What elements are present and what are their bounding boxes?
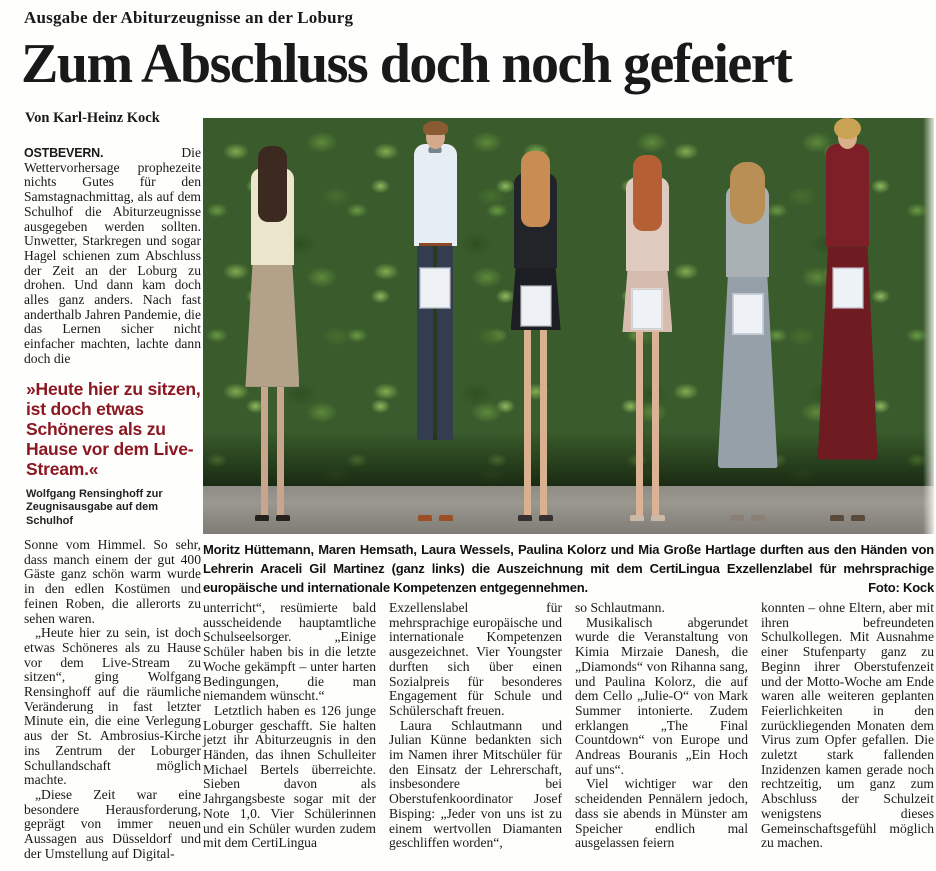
left-text-column <box>24 146 201 862</box>
photo-person-student-1 <box>400 126 470 521</box>
kicker: Ausgabe der Abiturzeugnisse an der Loburg <box>24 8 354 27</box>
paragraph: Exzellenslabel für mehrsprachige europäische und internationale Kompetenzen ausgezeichnet. Vier Youngster durften sich über einen Sozialpreis für besonderes Engagement für Schule und Schülerschaft freuen. <box>389 600 562 718</box>
headline: Zum Abschluss doch noch gefeiert <box>21 33 792 95</box>
paragraph: Viel wichtiger war den scheidenden Pennälern jedoch, dass sie abends in Münster am Speicher endlich mal ausgelassen feiern <box>575 776 748 851</box>
person-head <box>838 126 857 149</box>
person-head <box>426 126 445 149</box>
text-column-4 <box>761 601 934 851</box>
text-column-2 <box>389 601 562 851</box>
person-lower-garment <box>245 265 299 387</box>
photo-person-student-4 <box>713 167 783 521</box>
paragraph: so Schlautmann. <box>575 600 665 615</box>
photo-person-student-5 <box>813 126 883 521</box>
text-column-3 <box>575 601 748 851</box>
pull-quote <box>26 379 201 529</box>
person-torso <box>826 144 869 247</box>
person-shoes <box>518 515 553 521</box>
person-head <box>263 150 282 173</box>
person-head <box>738 167 757 190</box>
certificate <box>521 286 551 326</box>
paragraph: konnten – ohne Eltern, aber mit ihren befreundeten Schulkollegen. Mit Ausnahme einer Stufenparty ganz zu Beginn ihrer Oberstufenzeit und der Motto-Woche am Ende waren alle weiteren geplanten Feierlichkeiten in den zurückliegenden Monaten dem Virus zum Opfer gefallen. Die zuletzt stark fallenden Inzidenzen kamen gerade noch rechtzeitig, um ganz zum Abschluss der Schulzeit wenigstens dieses Gemeinschaftsgefühl möglich zu machen. <box>761 600 934 851</box>
paragraph: Musikalisch abgerundet wurde die Veranstaltung von Kimia Mirzaie Danesh, die „Diamonds“ von Rihanna sang, und Paulina Kolorz, die auf dem Cello „Julie-O“ von Mark Summer intonierte. Zudem erklangen „The Final Countdown“ von Europe und Andreas Bouranis „Ein Hoch auf uns“. <box>575 614 748 777</box>
paragraph: Letztlich haben es 126 junge Loburger geschafft. Sie halten jetzt ihr Abiturzeugnis in den Händen, das ihnen Schulleiter Michael Bertels überreichte. Sieben davon als Jahrgangsbeste sogar mit der Note 1,0. Vier Schülerinnen und ein Schüler wurden zudem mit dem CertiLingua <box>203 702 376 851</box>
photo-person-student-3 <box>612 159 682 521</box>
paragraph: Laura Schlautmann und Julian Künne bedankten sich im Namen ihrer Mitschüler für den Einsatz der Lehrerschaft, insbesondere bei Oberstufenkoordinator Josef Bisping: „Jeder von uns ist zu einem wertvollen Diamanten geschliffen worden“, <box>389 717 562 851</box>
person-shoes <box>255 515 290 521</box>
certificate <box>833 268 863 308</box>
photo-caption-text: Moritz Hüttemann, Maren Hemsath, Laura Wessels, Paulina Kolorz und Mia Große Hartlage durften aus den Händen von Lehrerin Araceli Gil Martinez (ganz links) die Auszeichnung mit dem CertiLingua Exzellenzlabel für mehrsprachige europäische und internationale Kompetenzen entgegennehmen. <box>203 542 934 595</box>
person-head <box>526 155 545 178</box>
person-legs <box>636 332 659 514</box>
person-legs <box>524 330 547 515</box>
article-photo <box>203 118 934 534</box>
byline: Von Karl-Heinz Kock <box>25 110 160 126</box>
certificate <box>420 268 450 308</box>
pull-quote-attribution: Wolfgang Rensinghoff zur Zeugnisausgabe auf dem Schulhof <box>26 487 163 527</box>
photo-credit: Foto: Kock <box>868 580 934 595</box>
certificate <box>632 289 662 329</box>
text-column-1 <box>203 601 376 851</box>
pull-quote-text: »Heute hier zu sitzen, ist doch etwas Schöneres als zu Hause vor dem Live-Stream.« <box>26 378 201 479</box>
person-shoes <box>418 515 453 521</box>
person-shoes <box>730 515 765 521</box>
paragraph: unterricht“, resümierte bald ausscheidende hauptamtliche Schulseelsorger. „Einige Schüler haben bis in die letzte Woche gekämpft – unter harten Bedingungen, die man niemandem wünscht.“ <box>203 600 376 704</box>
photo-caption <box>203 540 934 597</box>
certificate <box>733 294 763 334</box>
person-shoes <box>830 515 865 521</box>
photo-person-teacher <box>237 150 307 520</box>
paragraph: OSTBEVERN. Die Wettervorhersage prophezeite nichts Gutes für den Samstagnachmittag, als auf dem Schulhof die Abiturzeugnisse ausgegeben werden sollten. Unwetter, Starkregen und sogar Hagel schienen zum Abschluss der Zeit an der Loburg zu drohen. Und dann kam doch alles ganz anders. Nach fast anderthalb Jahren Pandemie, die das Lernen sicher nicht einfacher machten, lachte dann doch die <box>24 145 201 366</box>
paragraph: „Diese Zeit war eine besondere Herausforderung, geprägt von immer neuen Aussagen aus Düsseldorf und der Umstellung auf Digital- <box>24 787 201 861</box>
dateline: OSTBEVERN. <box>24 146 104 160</box>
person-legs <box>261 387 284 515</box>
person-head <box>638 159 657 182</box>
body-columns <box>203 601 934 851</box>
paragraph: „Heute hier zu sein, ist doch etwas Schöneres als zu Hause vor dem Live-Stream zu sitzen“, ging Wolfgang Rensinghoff auf die räumliche Veränderung in fast letzter Minute ein, die eine Verlegung aus der St. Ambrosius-Kirche ins Zentrum der Loburger Schullandschaft möglich machte. <box>24 625 201 788</box>
person-torso <box>414 144 457 247</box>
paragraph: Sonne vom Himmel. So sehr, dass manch einem der gut 400 Gäste ganz schön warm wurde in den edlen Kostümen und feinen Roben, die allerorts zu sehen waren. <box>24 537 201 626</box>
person-shoes <box>630 515 665 521</box>
photo-edge-highlight <box>923 118 934 534</box>
photo-person-student-2 <box>501 155 571 521</box>
